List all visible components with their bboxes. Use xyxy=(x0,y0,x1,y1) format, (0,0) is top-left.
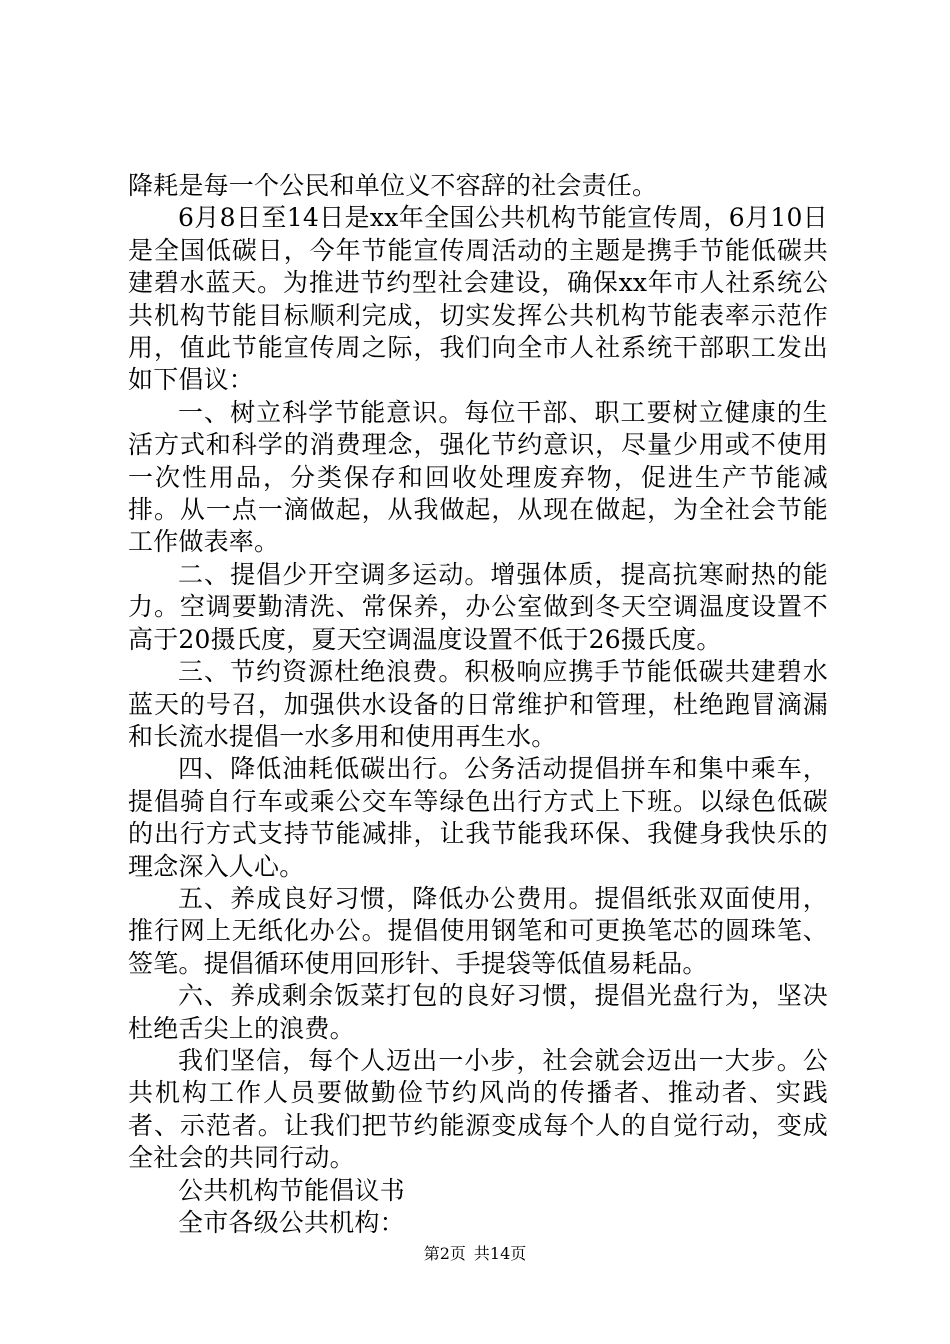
paragraph-item-2: 二、提倡少开空调多运动。增强体质，提高抗寒耐热的能力。空调要勤清洗、常保养，办公室做到冬天空调温度设置不高于20摄氏度，夏天空调温度设置不低于26摄氏度。 xyxy=(128,559,828,654)
paragraph-intro: 6月8日至14日是xx年全国公共机构节能宣传周，6月10日是全国低碳日，今年节能宣传周活动的主题是携手节能低碳共建碧水蓝天。为推进节约型社会建设，确保xx年市人社系统公共机构节能目标顺利完成，切实发挥公共机构节能表率示范作用，值此节能宣传周之际，我们向全市人社系统干部职工发出如下倡议： xyxy=(128,203,828,395)
paragraph-item-4: 四、降低油耗低碳出行。公务活动提倡拼车和集中乘车，提倡骑自行车或乘公交车等绿色出行方式上下班。以绿色低碳的出行方式支持节能减排，让我节能我环保、我健身我快乐的理念深入人心。 xyxy=(128,754,828,881)
paragraph-item-5: 五、养成良好习惯，降低办公费用。提倡纸张双面使用，推行网上无纸化办公。提倡使用钢笔和可更换笔芯的圆珠笔、签笔。提倡循环使用回形针、手提袋等低值易耗品。 xyxy=(128,883,828,978)
paragraph-conclusion: 我们坚信，每个人迈出一小步，社会就会迈出一大步。公共机构工作人员要做勤俭节约风尚的传播者、推动者、实践者、示范者。让我们把节约能源变成每个人的自觉行动，变成全社会的共同行动。 xyxy=(128,1045,828,1173)
paragraph-continuation: 降耗是每一个公民和单位义不容辞的社会责任。 xyxy=(128,171,658,200)
page-number: 第2页 xyxy=(423,1244,466,1263)
paragraph-item-3: 三、节约资源杜绝浪费。积极响应携手节能低碳共建碧水蓝天的号召，加强供水设备的日常维护和管理，杜绝跑冒滴漏和长流水提倡一水多用和使用再生水。 xyxy=(128,657,828,751)
page-footer xyxy=(0,1244,950,1264)
salutation: 全市各级公共机构： xyxy=(178,1208,405,1237)
paragraph-item-6: 六、养成剩余饭菜打包的良好习惯，提倡光盘行为，坚决杜绝舌尖上的浪费。 xyxy=(128,981,828,1043)
section-title: 公共机构节能倡议书 xyxy=(178,1175,405,1205)
page-total: 共14页 xyxy=(473,1244,527,1263)
paragraph-item-1: 一、树立科学节能意识。每位干部、职工要树立健康的生活方式和科学的消费理念，强化节约意识，尽量少用或不使用一次性用品，分类保存和回收处理废弃物，促进生产节能减排。从一点一滴做起，从我做起，从现在做起，为全社会节能工作做表率。 xyxy=(128,397,828,557)
document-body xyxy=(128,170,828,1239)
